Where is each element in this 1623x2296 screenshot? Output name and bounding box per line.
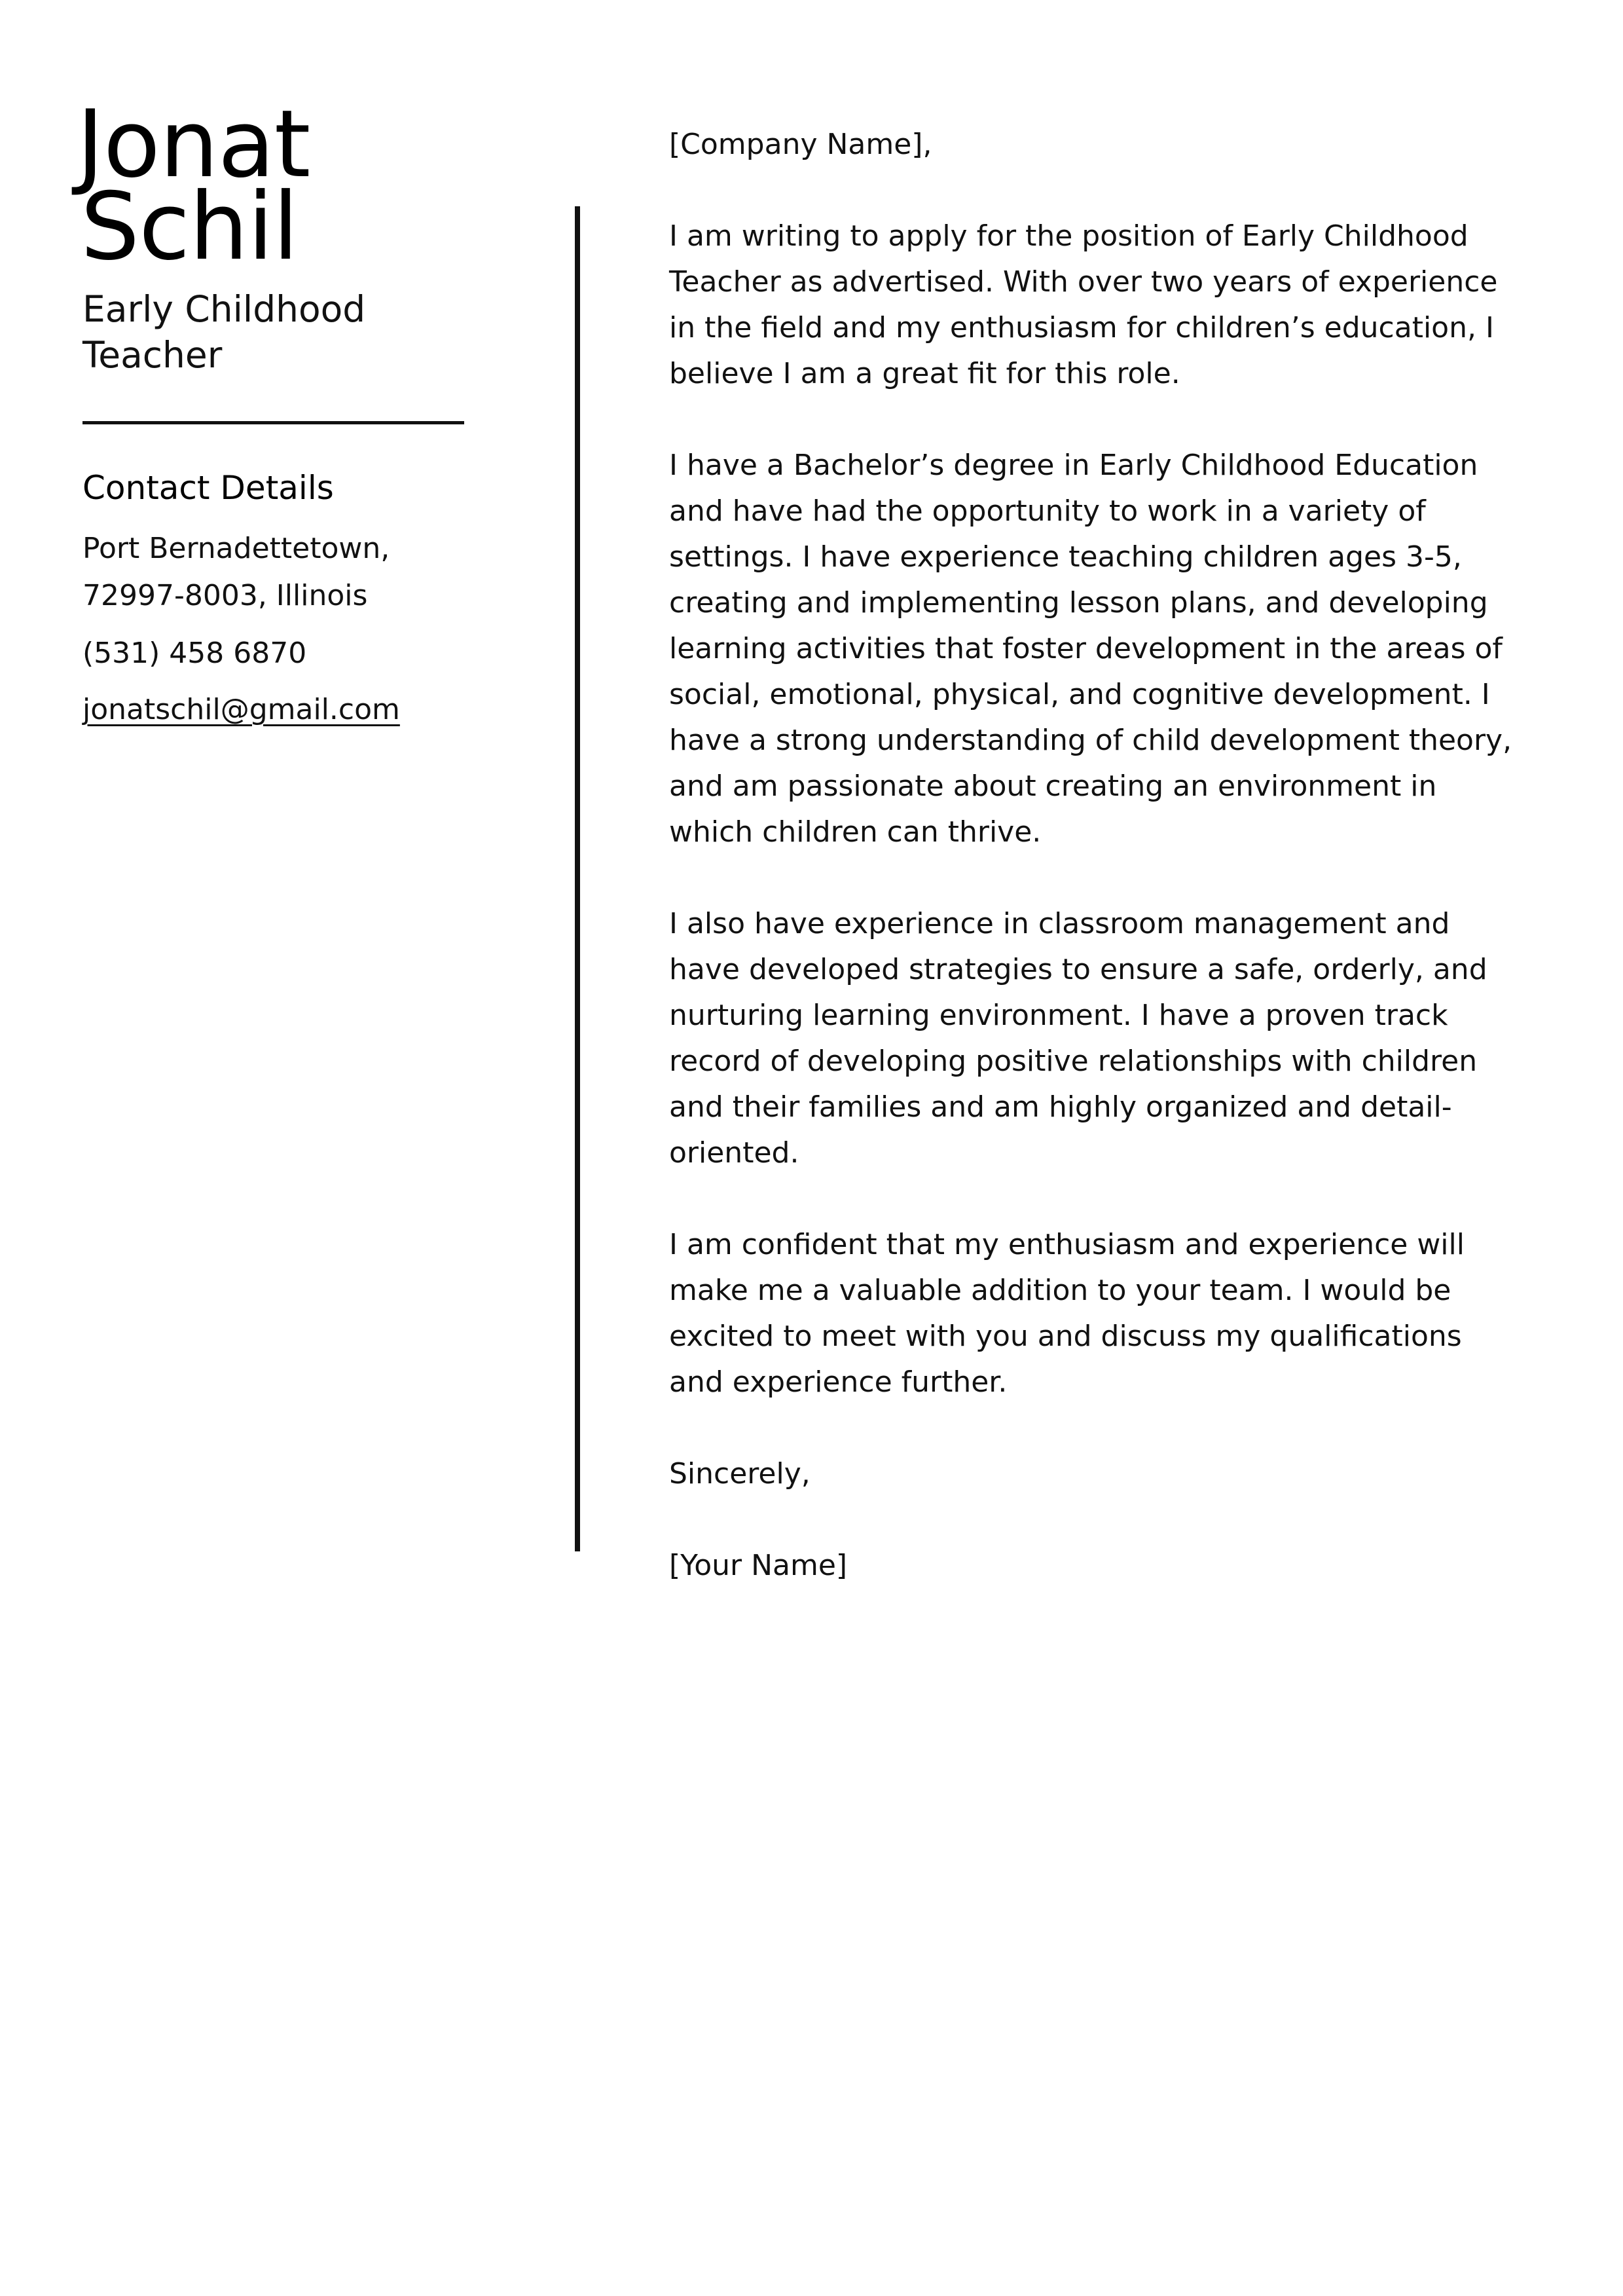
- letter-closing: Sincerely,: [669, 1457, 811, 1491]
- letter-paragraph-1: I am writing to apply for the position of Early Childhood Teacher as advertised. With over two years of experience in the field and my enthusiasm for children’s education, I believe I am a great fit for this role.: [669, 219, 1498, 390]
- column-divider: [575, 206, 580, 1551]
- letter-signature: [Your Name]: [669, 1549, 848, 1582]
- job-title: Early Childhood Teacher: [82, 288, 366, 376]
- candidate-first-name: Jonat: [77, 90, 310, 198]
- contact-email-link[interactable]: jonatschil@gmail.com: [82, 693, 400, 726]
- letter-paragraph-2: I have a Bachelor’s degree in Early Childhood Education and have had the opportunity to work in a variety of settings. I have experience teaching children ages 3-5, creating and implementing lesson plans, and developing learning activities that foster development in the areas of social, emotional, physical, and cognitive development. I have a strong understanding of child development theory, and am passionate about creating an environment in which children can thrive.: [669, 449, 1512, 849]
- letter-salutation: [Company Name],: [669, 128, 932, 161]
- candidate-last-name: Schil: [81, 173, 299, 281]
- contact-phone: (531) 458 6870: [82, 637, 307, 670]
- letter-paragraph-3: I also have experience in classroom management and have developed strategies to ensure a safe, orderly, and nurturing learning environment. I have a proven track record of developing positive relationships with children and their families and am highly organized and detail-oriented.: [669, 907, 1487, 1170]
- address-line-2: 72997-8003, Illinois: [82, 579, 368, 612]
- contact-details-heading: Contact Details: [82, 469, 334, 507]
- cover-letter-body: [669, 122, 1515, 1589]
- header-divider: [82, 421, 464, 424]
- contact-address: [82, 525, 390, 620]
- address-line-1: Port Bernadettetown,: [82, 532, 390, 565]
- letter-paragraph-4: I am confident that my enthusiasm and experience will make me a valuable addition to your team. I would be excited to meet with you and discuss my qualifications and experience further.: [669, 1228, 1465, 1399]
